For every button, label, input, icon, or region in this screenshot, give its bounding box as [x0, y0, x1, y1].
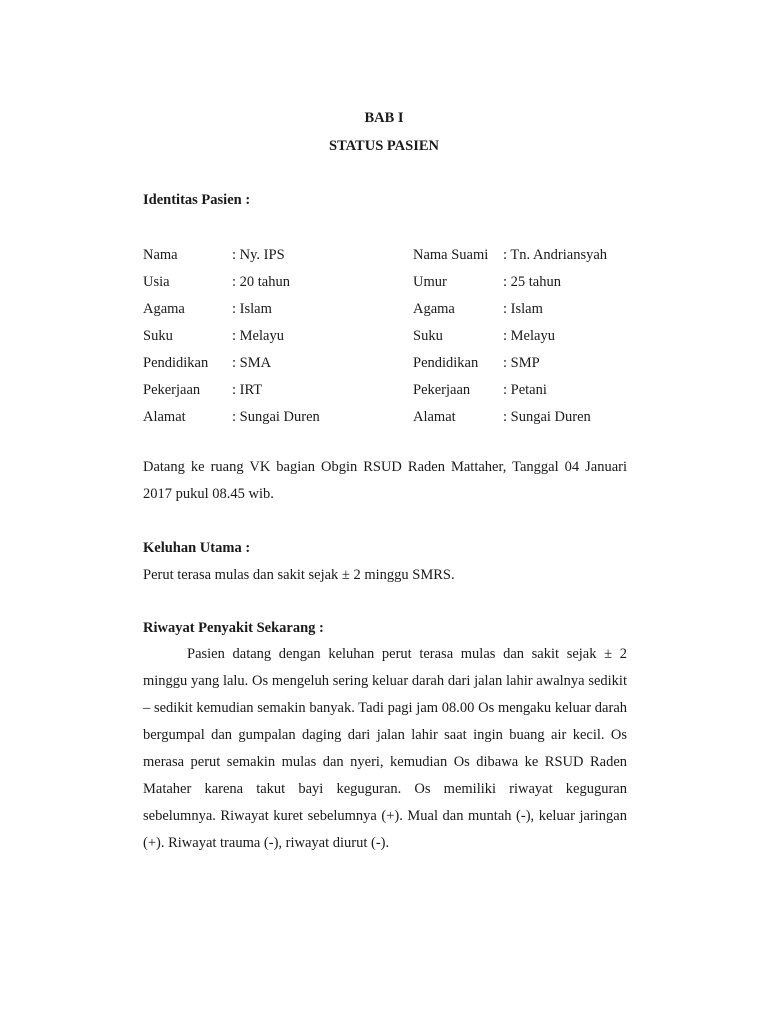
- husband-value: : Tn. Andriansyah: [503, 247, 608, 263]
- husband-label: Nama Suami: [413, 247, 489, 263]
- husband-label: Pendidikan: [413, 355, 479, 371]
- husband-value: : Melayu: [503, 328, 555, 344]
- patient-value: : Melayu: [232, 328, 284, 344]
- patient-label: Suku: [143, 328, 173, 344]
- patient-label: Pekerjaan: [143, 382, 201, 398]
- identitas-table: [143, 245, 643, 434]
- chapter-heading: BAB I: [364, 110, 404, 126]
- patient-value: : Ny. IPS: [232, 247, 285, 263]
- husband-value: : Sungai Duren: [503, 409, 591, 425]
- patient-value: : Islam: [232, 301, 272, 317]
- patient-value: : IRT: [232, 382, 263, 398]
- husband-value: : SMP: [503, 355, 540, 371]
- husband-label: Agama: [413, 301, 455, 317]
- riwayat-heading: Riwayat Penyakit Sekarang :: [143, 620, 324, 636]
- identitas-row: [143, 299, 643, 326]
- husband-label: Pekerjaan: [413, 382, 471, 398]
- husband-label: Alamat: [413, 409, 456, 425]
- husband-label: Suku: [413, 328, 443, 344]
- husband-value: : Petani: [503, 382, 547, 398]
- identitas-row: [143, 380, 643, 407]
- arrival-paragraph: Datang ke ruang VK bagian Obgin RSUD Raden Mattaher, Tanggal 04 Januari 2017 pukul 08.45 wib.: [143, 459, 627, 502]
- patient-label: Nama: [143, 247, 178, 263]
- keluhan-heading: Keluhan Utama :: [143, 540, 251, 556]
- patient-value: : Sungai Duren: [232, 409, 320, 425]
- patient-label: Alamat: [143, 409, 186, 425]
- husband-label: Umur: [413, 274, 447, 290]
- husband-value: : 25 tahun: [503, 274, 561, 290]
- document-title: STATUS PASIEN: [329, 138, 439, 154]
- riwayat-paragraph: Pasien datang dengan keluhan perut terasa mulas dan sakit sejak ± 2 minggu yang lalu. Os mengeluh sering keluar darah dari jalan lahir awalnya sedikit – sedikit kemudian semakin banyak. Tadi pagi jam 08.00 Os mengaku keluar darah bergumpal dan gumpalan daging dari jalan lahir saat ingin buang air kecil. Os merasa perut semakin mulas dan nyeri, kemudian Os dibawa ke RSUD Raden Mataher karena takut bayi keguguran. Os memiliki riwayat keguguran sebelumnya. Riwayat kuret sebelumnya (+). Mual dan muntah (-), keluar jaringan (+). Riwayat trauma (-), riwayat diurut (-).: [143, 646, 627, 851]
- patient-label: Usia: [143, 274, 170, 290]
- patient-label: Agama: [143, 301, 185, 317]
- keluhan-paragraph: Perut terasa mulas dan sakit sejak ± 2 minggu SMRS.: [143, 567, 455, 583]
- identitas-row: [143, 245, 643, 272]
- identitas-heading: Identitas Pasien :: [143, 192, 251, 208]
- patient-value: : 20 tahun: [232, 274, 290, 290]
- husband-value: : Islam: [503, 301, 543, 317]
- identitas-row: [143, 407, 643, 434]
- identitas-row: [143, 353, 643, 380]
- patient-value: : SMA: [232, 355, 272, 371]
- identitas-row: [143, 272, 643, 299]
- patient-label: Pendidikan: [143, 355, 209, 371]
- identitas-row: [143, 326, 643, 353]
